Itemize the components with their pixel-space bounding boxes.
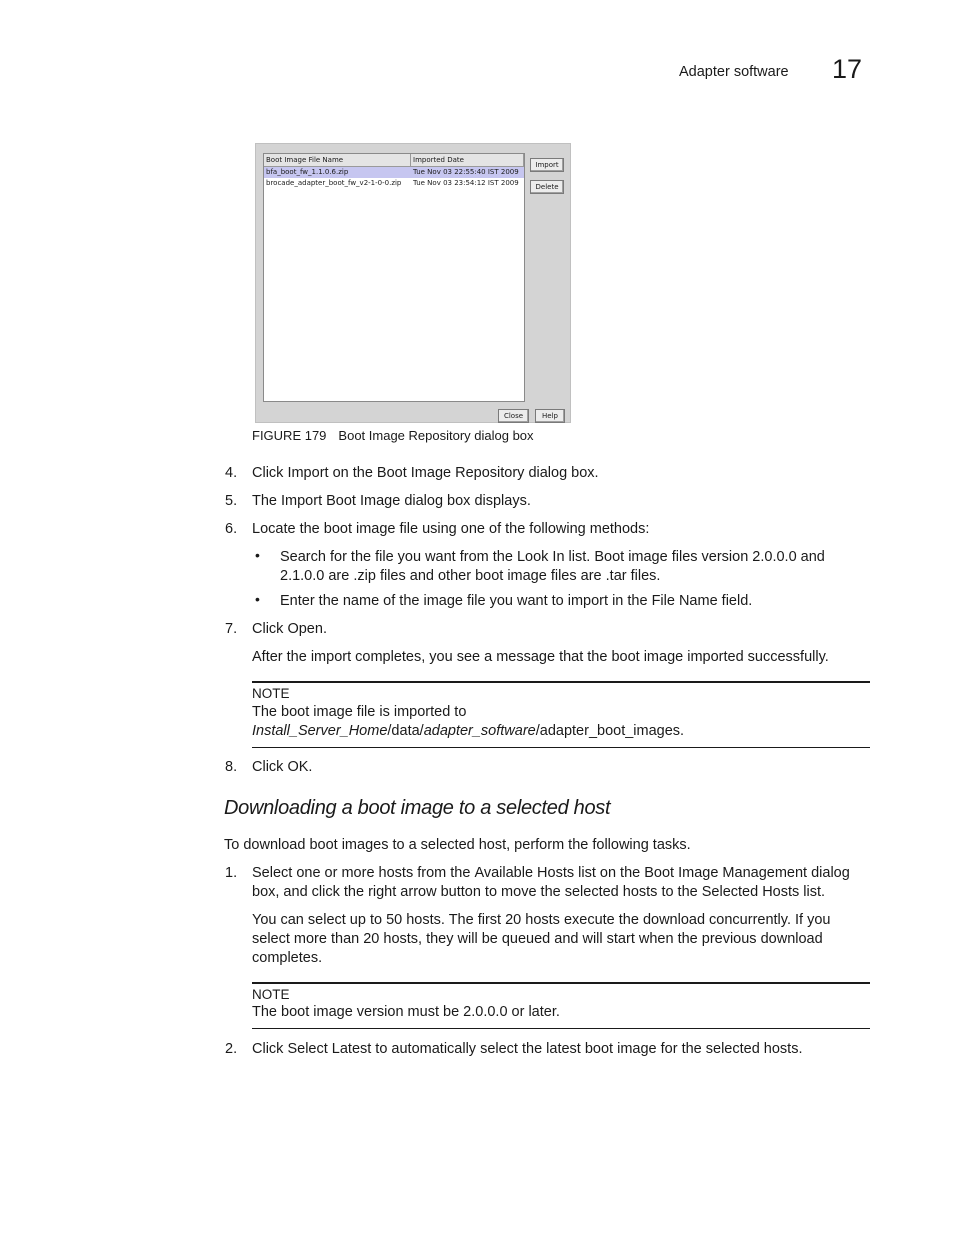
path-segment: /adapter_boot_images. — [535, 723, 685, 739]
cell-file-name: bfa_boot_fw_1.1.0.6.zip — [266, 168, 349, 176]
text: to automatically select the latest boot image for the selected hosts. — [371, 1041, 803, 1057]
step-7-result: After the import completes, you see a message that the boot image imported successfully. — [252, 649, 829, 665]
step-number: 6. — [225, 521, 238, 537]
note-box — [252, 982, 870, 1029]
bullet-1 — [280, 548, 870, 586]
text: dialog box displays. — [400, 493, 531, 509]
step-1 — [225, 864, 237, 883]
close-button[interactable]: Close — [498, 409, 529, 423]
step-4 — [225, 464, 237, 483]
text: list. Boot image files version 2.0.0.0 and — [564, 549, 825, 565]
section-heading: Downloading a boot image to a selected host — [224, 797, 611, 819]
step-4-text — [252, 464, 599, 483]
figure-title: Boot Image Repository dialog box — [338, 428, 534, 443]
cell-file-name: brocade_adapter_boot_fw_v2-1-0-0.zip — [266, 179, 402, 187]
note-path — [252, 722, 684, 741]
path-segment: adapter_software — [423, 723, 536, 739]
text: . — [308, 759, 313, 775]
text: Click — [252, 621, 288, 637]
text: dialog box. — [524, 465, 599, 481]
text: Click — [252, 759, 288, 775]
step-number: 4. — [225, 465, 238, 481]
step-number: 7. — [225, 621, 238, 637]
ui-term-selected-hosts: Selected Hosts — [701, 884, 800, 900]
text-line: completes. — [252, 950, 323, 966]
column-header-file-name[interactable]: Boot Image File Name — [264, 154, 411, 166]
step-1-text — [252, 864, 870, 902]
step-number: 2. — [225, 1041, 238, 1057]
step-8 — [225, 758, 237, 777]
ui-term-import-boot-image: Import Boot Image — [281, 493, 401, 509]
note-label: NOTE — [252, 686, 290, 701]
note-text: The boot image version must be 2.0.0.0 or later. — [252, 1004, 560, 1020]
bullet-icon: • — [255, 591, 260, 607]
table-row[interactable] — [264, 167, 524, 178]
ui-term-select-latest: Select Latest — [287, 1041, 372, 1057]
figure-number: FIGURE 179 — [252, 428, 327, 443]
step-7-text — [252, 620, 327, 639]
text: 2.1.0.0 are .zip files and other boot image files are .tar files. — [280, 568, 661, 584]
text-line: You can select up to 50 hosts. The first 20 hosts execute the download concurrently. If you — [252, 912, 831, 928]
step-1-detail — [252, 911, 870, 968]
step-5 — [225, 492, 237, 511]
column-header-imported-date[interactable]: Imported Date — [411, 154, 524, 166]
path-segment: /data/ — [387, 723, 424, 739]
step-6 — [225, 520, 237, 539]
text: Select one or more hosts from the — [252, 865, 475, 881]
ui-term-ok: OK — [287, 759, 309, 775]
step-number: 1. — [225, 865, 238, 881]
step-7 — [225, 620, 237, 639]
text: list. — [799, 884, 826, 900]
running-header-section: Adapter software — [679, 64, 789, 80]
step-6-text: Locate the boot image file using one of the following methods: — [252, 521, 650, 537]
cell-imported-date: Tue Nov 03 22:55:40 IST 2009 — [413, 168, 519, 176]
chapter-number: 17 — [832, 54, 863, 84]
text: field. — [717, 593, 753, 609]
bullet-icon: • — [255, 547, 260, 563]
path-segment: Install_Server_Home — [252, 723, 388, 739]
cell-imported-date: Tue Nov 03 23:54:12 IST 2009 — [413, 179, 519, 187]
text: list on the — [574, 865, 645, 881]
ui-term-available-hosts: Available Hosts — [474, 865, 575, 881]
note-label: NOTE — [252, 987, 290, 1002]
text: . — [322, 621, 327, 637]
text: Click — [252, 1041, 288, 1057]
ui-term-look-in: Look In — [516, 549, 565, 565]
text: Search for the file you want from the — [280, 549, 517, 565]
ui-term-import: Import — [287, 465, 329, 481]
figure-caption — [252, 428, 534, 443]
ui-term-open: Open — [287, 621, 323, 637]
boot-image-table[interactable] — [263, 153, 525, 402]
text: on the — [328, 465, 377, 481]
text: Enter the name of the image file you want to import in the — [280, 593, 652, 609]
table-row[interactable] — [264, 178, 524, 189]
note-box — [252, 681, 870, 748]
ui-term-file-name: File Name — [651, 593, 718, 609]
note-text: The boot image file is imported to — [252, 704, 467, 720]
help-button[interactable]: Help — [535, 409, 565, 423]
step-2 — [225, 1040, 237, 1059]
step-2-text — [252, 1040, 803, 1059]
step-number: 8. — [225, 759, 238, 775]
text: Click — [252, 465, 288, 481]
ui-term-boot-image-repository: Boot Image Repository — [376, 465, 525, 481]
step-5-text — [252, 492, 531, 511]
text-line: select more than 20 hosts, they will be queued and will start when the previous download — [252, 931, 823, 947]
step-8-text — [252, 758, 312, 777]
step-number: 5. — [225, 493, 238, 509]
text: box, and click the right arrow button to move the selected hosts to the — [252, 884, 702, 900]
section-intro: To download boot images to a selected host, perform the following tasks. — [224, 837, 691, 853]
ui-term-boot-image-management: Boot Image Management — [644, 865, 808, 881]
text: dialog — [807, 865, 850, 881]
table-header — [264, 154, 524, 167]
import-button[interactable]: Import — [530, 158, 564, 172]
text: The — [252, 493, 282, 509]
bullet-2 — [280, 592, 752, 611]
delete-button[interactable]: Delete — [530, 180, 564, 194]
boot-image-repository-dialog — [255, 143, 571, 423]
